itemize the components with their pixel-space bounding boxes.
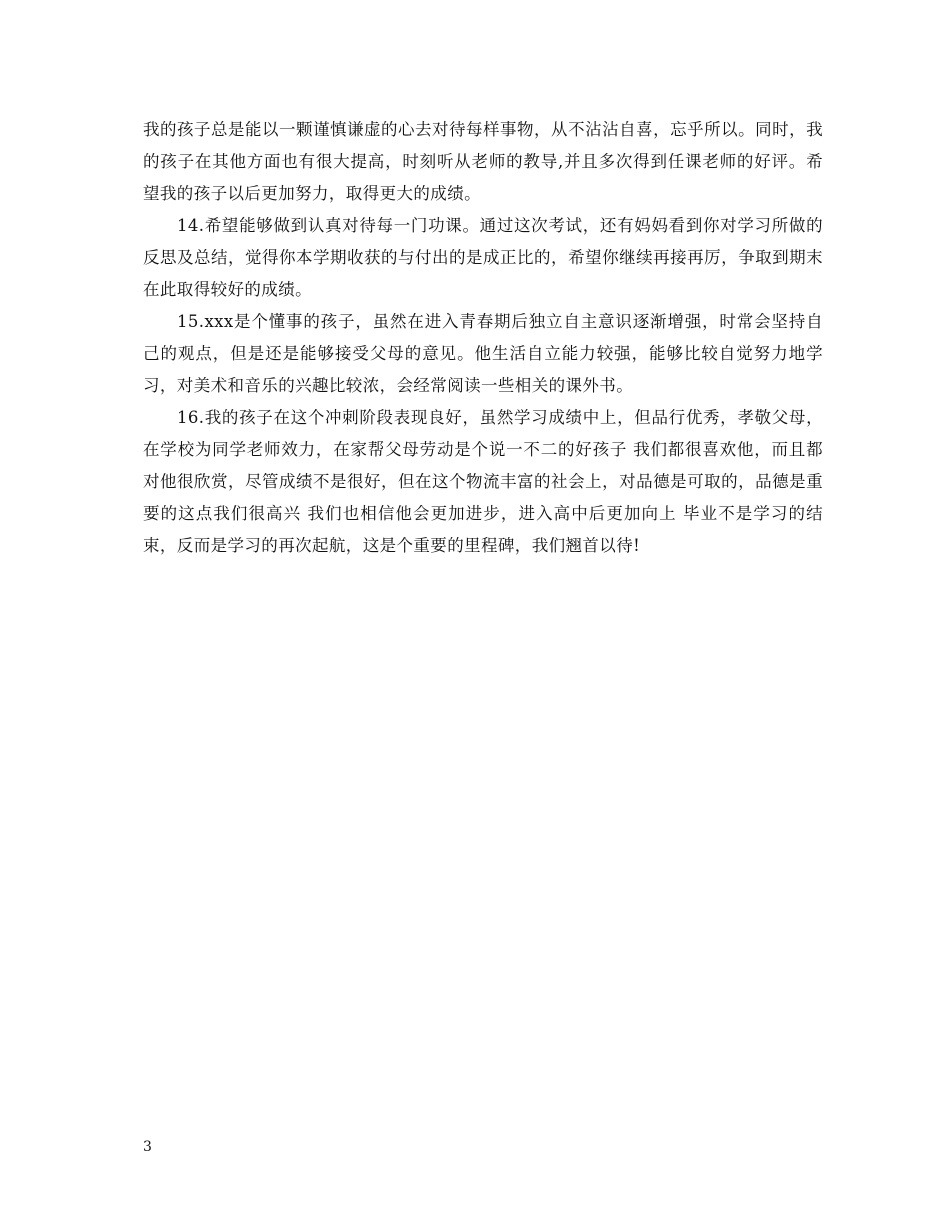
paragraph-continuation: 我的孩子总是能以一颗谨慎谦虚的心去对待每样事物，从不沾沾自喜，忘乎所以。同时，我的孩子在其他方面也有很大提高，时刻听从老师的教导,并且多次得到任课老师的好评。希望我的孩子以后更加努力，取得更大的成绩。 [143, 120, 823, 203]
page-number: 3 [143, 1139, 152, 1155]
document-body [143, 114, 823, 562]
paragraph-item-15: 15.xxx是个懂事的孩子，虽然在进入青春期后独立自主意识逐渐增强，时常会坚持自己的观点，但是还是能够接受父母的意见。他生活自立能力较强，能够比较自觉努力地学习，对美术和音乐的兴趣比较浓，会经常阅读一些相关的课外书。 [143, 312, 823, 395]
paragraph-item-14: 14.希望能够做到认真对待每一门功课。通过这次考试，还有妈妈看到你对学习所做的反思及总结，觉得你本学期收获的与付出的是成正比的，希望你继续再接再厉，争取到期末在此取得较好的成绩。 [143, 216, 823, 299]
paragraph-item-16: 16.我的孩子在这个冲刺阶段表现良好，虽然学习成绩中上，但品行优秀，孝敬父母，在学校为同学老师效力，在家帮父母劳动是个说一不二的好孩子 我们都很喜欢他，而且都对他很欣赏，尽管成绩不是很好，但在这个物流丰富的社会上，对品德是可取的，品德是重要的这点我们很高兴 我们也相信他会更加进步，进入高中后更加向上 毕业不是学习的结束，反而是学习的再次起航，这是个重要的里程碑，我们翘首以待! [143, 408, 823, 555]
